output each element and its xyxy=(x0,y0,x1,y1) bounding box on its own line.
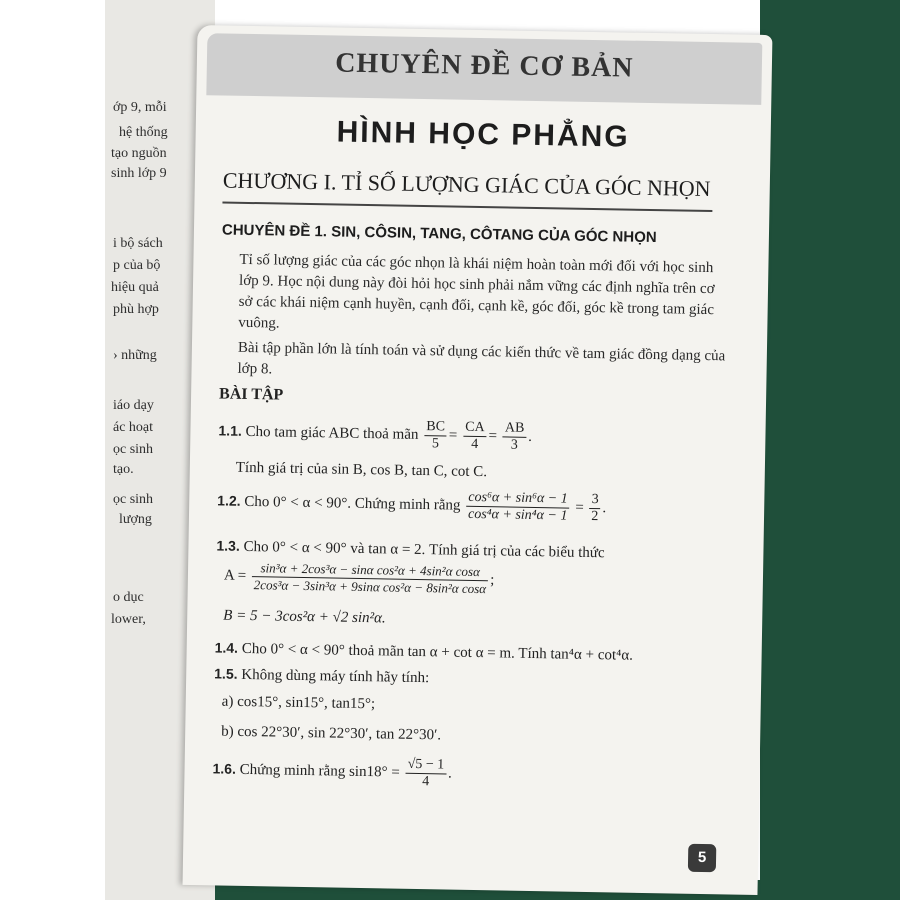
numerator: BC xyxy=(424,419,447,436)
numerator: sin³α + 2cos³α − sinα cos²α + 4sin²α cosα xyxy=(252,560,489,581)
green-cloth-background xyxy=(760,0,900,900)
exercise-1-4 xyxy=(215,639,634,664)
left-page-line: ớp 9, mỗi xyxy=(113,100,167,115)
fraction-ca-4 xyxy=(463,420,487,453)
numerator: CA xyxy=(463,420,487,437)
numerator: AB xyxy=(503,420,527,437)
denominator: 4 xyxy=(421,774,430,790)
numerator: 3 xyxy=(589,492,600,509)
header-band xyxy=(206,33,762,105)
exercise-1-2 xyxy=(217,485,607,525)
exercise-number: 1.6. xyxy=(212,760,237,777)
exercise-1-3 xyxy=(216,537,605,562)
period: . xyxy=(447,765,452,782)
denominator: cos⁴α + sin⁴α − 1 xyxy=(467,506,568,524)
intro-paragraph-1: Tỉ số lượng giác của các góc nhọn là khái niệm hoàn toàn mới đối với học sinh lớp 9. Học nội dung này đòi hỏi học sinh phải nắm vững các định nghĩa trên cơ sở các khái niệm cạnh huyền, cạnh đối, cạnh kề, góc đối, góc kề trong tam giác vuông. xyxy=(238,251,715,332)
period: . xyxy=(602,500,607,517)
exercise-1-5-b: b) cos 22°30′, sin 22°30′, tan 22°30′. xyxy=(221,723,442,744)
left-page-line: ọc sinh xyxy=(113,492,154,507)
fraction-sqrt5 xyxy=(405,757,446,791)
exercise-text: Cho 0° < α < 90° thoả mãn tan α + cot α = m. Tính tan⁴α + cot⁴α. xyxy=(241,640,634,664)
page-number-badge: 5 xyxy=(688,844,716,872)
topic-title: CHUYÊN ĐỀ 1. SIN, CÔSIN, TANG, CÔTANG CỦA GÓC NHỌN xyxy=(221,221,657,247)
left-page-line: o dục xyxy=(113,590,144,605)
left-page-line: lượng xyxy=(119,512,152,527)
chapter-title: CHƯƠNG I. TỈ SỐ LƯỢNG GIÁC CỦA GÓC NHỌN xyxy=(222,167,711,202)
denominator: 4 xyxy=(471,436,479,453)
exercise-number: 1.3. xyxy=(216,537,240,554)
exercise-text: Cho tam giác ABC thoả mãn xyxy=(245,423,419,443)
exercise-1-1: 1.1. Cho tam giác ABC thoả mãn $\frac{BC}{5}$ = $\frac{CA}{4}$ = $\frac{AB}{3}$ . xyxy=(218,419,533,453)
main-title: HÌNH HỌC PHẲNG xyxy=(336,115,630,154)
exercise-text: Cho 0° < α < 90°. Chứng minh rằng xyxy=(244,493,461,514)
fraction-cos6-sin6 xyxy=(466,490,570,525)
left-page-line: p của bộ xyxy=(113,258,161,273)
expression-a xyxy=(224,560,495,598)
fraction-ab-3 xyxy=(502,420,526,453)
exercise-number: 1.4. xyxy=(214,639,239,656)
left-page-line: tạo nguồn xyxy=(111,146,167,161)
exercises-heading: BÀI TẬP xyxy=(218,385,284,404)
denominator: 3 xyxy=(510,437,518,453)
exercise-text: Chứng minh rằng sin18° = xyxy=(239,761,400,781)
fraction-bc-5 xyxy=(424,419,447,452)
denominator: 2 xyxy=(591,508,599,525)
right-page xyxy=(183,25,773,895)
header-title: CHUYÊN ĐỀ CƠ BẢN xyxy=(334,47,634,84)
left-page-line: ọc sinh xyxy=(113,442,154,457)
numerator: cos⁶α + sin⁶α − 1 xyxy=(466,490,570,509)
denominator: 5 xyxy=(431,436,440,452)
numerator: √5 − 1 xyxy=(405,757,446,775)
fraction-3-2 xyxy=(589,492,601,525)
exercise-1-5 xyxy=(214,665,429,687)
left-page-line: phù hợp xyxy=(113,302,159,317)
equals-sign: = xyxy=(575,499,584,516)
a-lhs: A = xyxy=(223,567,247,584)
left-page-line: i bộ sách xyxy=(113,236,163,251)
exercise-number: 1.5. xyxy=(214,665,238,682)
exercise-text: Không dùng máy tính hãy tính: xyxy=(241,666,430,687)
exercise-1-5-a: a) cos15°, sin15°, tan15°; xyxy=(221,693,376,713)
exercise-text: Cho 0° < α < 90° và tan α = 2. Tính giá trị của các biểu thức xyxy=(243,538,605,562)
fraction-a xyxy=(252,560,489,597)
left-page-line: sinh lớp 9 xyxy=(111,166,167,181)
left-page-line: tạo. xyxy=(113,462,134,477)
left-page-line: hiệu quả xyxy=(111,280,159,295)
exercise-number: 1.1. xyxy=(218,422,242,439)
exercise-1-6 xyxy=(212,753,452,790)
expression-b: B = 5 − 3cos²α + √2 sin²α. xyxy=(223,607,386,627)
exercise-1-1-task: Tính giá trị của sin B, cos B, tan C, cot C. xyxy=(235,459,488,481)
exercise-number: 1.2. xyxy=(217,492,241,509)
left-page-line: lower, xyxy=(111,612,146,627)
semicolon: ; xyxy=(490,572,495,589)
left-page-line: › những xyxy=(113,348,157,363)
intro-paragraph-2: Bài tập phần lớn là tính toán và sử dụng các kiến thức về tam giác đồng dạng của lớp 8. xyxy=(237,339,726,378)
denominator: 2cos³α − 3sin³α + 9sinα cos²α − 8sin²α cosα xyxy=(253,577,487,597)
left-page-line: iáo dạy xyxy=(113,398,154,413)
left-page-line: hệ thống xyxy=(119,125,168,140)
chapter-divider xyxy=(222,202,712,213)
left-page-line: ác hoạt xyxy=(113,420,154,435)
